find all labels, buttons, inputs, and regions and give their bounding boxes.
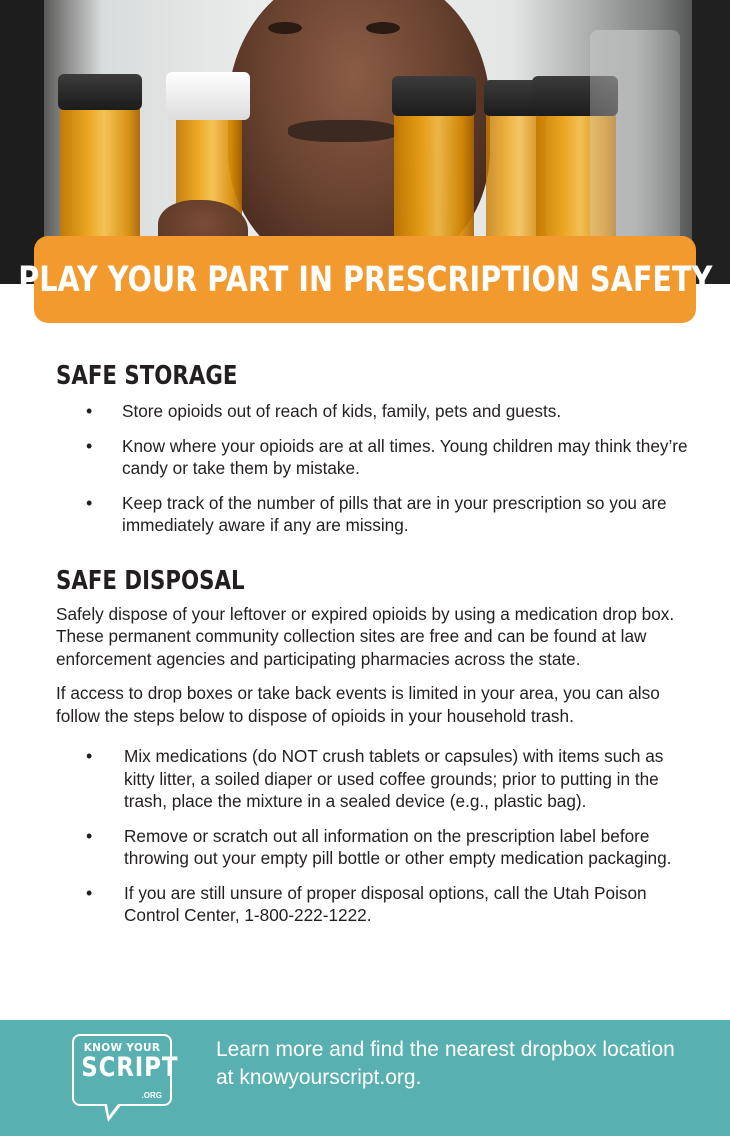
- safe-storage-heading: SAFE STORAGE: [56, 361, 238, 391]
- bullet-point: •: [86, 401, 93, 421]
- bottle-cap-white: [166, 72, 250, 120]
- safe-disposal-heading: SAFE DISPOSAL: [56, 565, 245, 596]
- logo-line-1: KNOW YOUR: [83, 1042, 161, 1054]
- list-item: [56, 492, 696, 537]
- list-item-text: Store opioids out of reach of kids, family, pets and guests.: [122, 401, 562, 421]
- logo-line-3: .ORG: [141, 1091, 162, 1100]
- bottle-cap: [392, 76, 476, 116]
- safe-disposal-list: [56, 745, 696, 927]
- safe-storage-list: [56, 400, 696, 537]
- right-eye: [366, 22, 400, 34]
- list-item-text: Keep track of the number of pills that are in your prescription so you are immediately aware if any are missing.: [122, 492, 667, 535]
- main-content: [56, 358, 696, 927]
- page-title: PLAY YOUR PART IN PRESCRIPTION SAFETY: [17, 259, 713, 300]
- list-item-text: Mix medications (do NOT crush tablets or capsules) with items such as kitty litter, a soiled diaper or used coffee grounds; prior to putting in the trash, place the mixture in a sealed device (e.g., plastic bag).: [124, 746, 664, 811]
- logo-line-2: SCRIPT: [81, 1052, 179, 1083]
- bullet-point: •: [86, 492, 93, 513]
- footer-link-text[interactable]: Learn more and find the nearest dropbox location at knowyourscript.org.: [216, 1038, 675, 1089]
- mustache: [288, 120, 398, 142]
- list-item-text: If you are still unsure of proper disposal options, call the Utah Poison Control Center, 1-800-222-1222.: [124, 882, 647, 925]
- left-eye: [268, 22, 302, 34]
- list-item: [56, 882, 696, 927]
- know-your-script-logo[interactable]: [72, 1034, 179, 1106]
- bullet-point: •: [86, 882, 93, 903]
- bullet-point: •: [86, 746, 93, 766]
- disposal-paragraph: Safely dispose of your leftover or expired opioids by using a medication drop box. These permanent community collection sites are free and can be found at law enforcement agencies and participating pharmacies across the state.: [56, 603, 675, 669]
- list-item-text: Know where your opioids are at all times. Young children may think they’re candy or take them by mistake.: [122, 435, 688, 478]
- disposal-paragraph: If access to drop boxes or take back events is limited in your area, you can also follow the steps below to dispose of opioids in your household trash.: [56, 683, 660, 726]
- footer: [0, 1020, 730, 1136]
- list-item: [56, 825, 696, 870]
- list-item: [56, 435, 696, 480]
- title-banner: [17, 236, 713, 323]
- list-item-text: Remove or scratch out all information on the prescription label before throwing out your empty pill bottle or other empty medication packaging.: [124, 825, 672, 868]
- speech-bubble-tail-inner: [107, 1104, 118, 1116]
- list-item: [56, 400, 696, 423]
- list-item: [56, 745, 696, 813]
- bullet-point: •: [86, 825, 93, 846]
- bottle-cap: [58, 74, 142, 110]
- photo-frame-right: [692, 0, 730, 284]
- bullet-point: •: [86, 435, 93, 456]
